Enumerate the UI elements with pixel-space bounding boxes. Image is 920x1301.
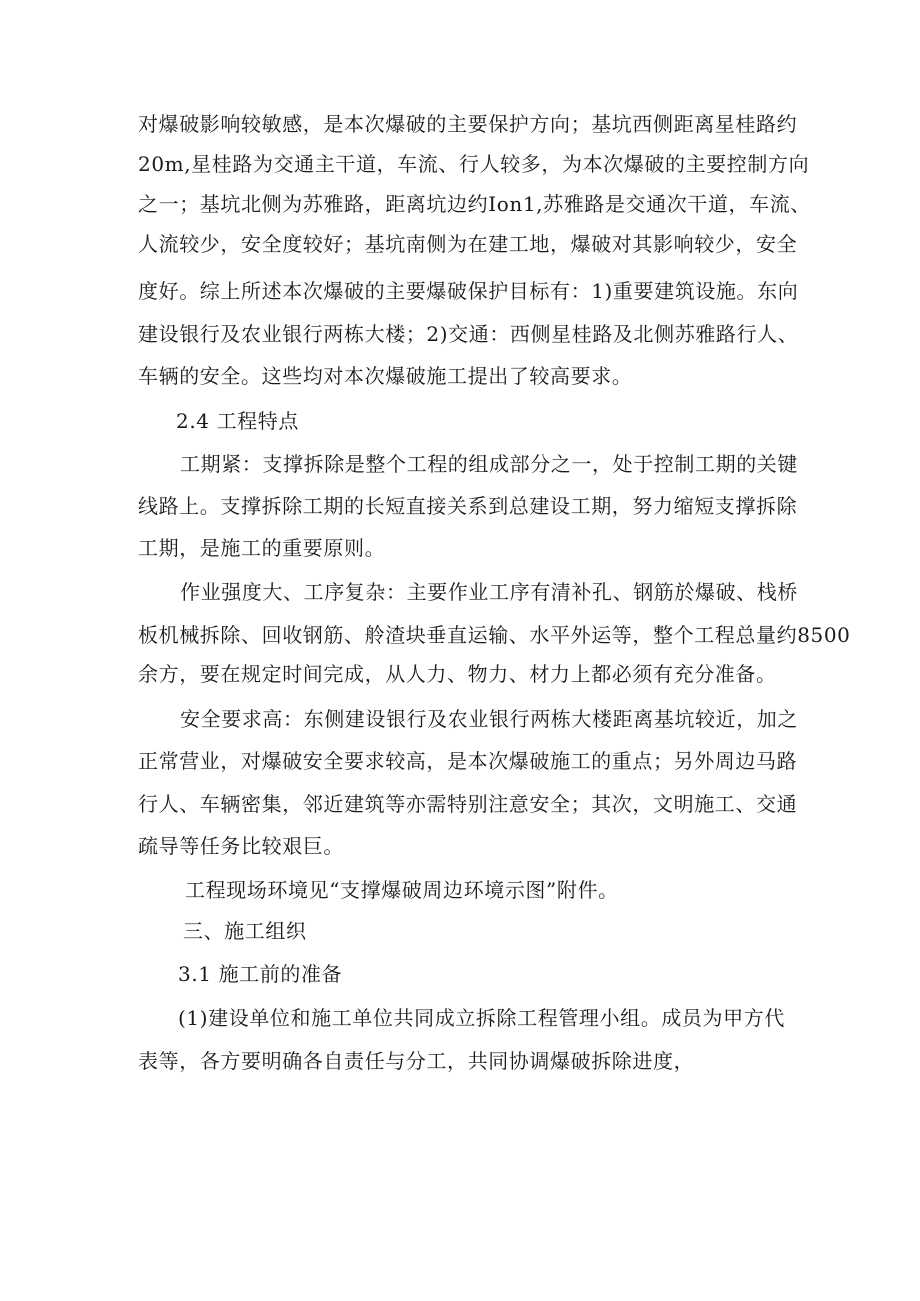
body-text-line: 线路上。支撑拆除工期的长短直接关系到总建设工期，努力缩短支撑拆除 bbox=[138, 494, 798, 518]
body-text-line: 作业强度大、工序复杂：主要作业工序有清补孔、钢筋於爆破、栈桥 bbox=[180, 580, 798, 604]
body-text-line: 表等，各方要明确各自责任与分工，共同协调爆破拆除进度， bbox=[138, 1049, 695, 1073]
body-text-line: 工程现场环境见“支撑爆破周边环境示图”附件。 bbox=[185, 878, 619, 902]
subsection-heading: 3.1 施工前的准备 bbox=[178, 962, 343, 986]
body-text-line: 安全要求高：东侧建设银行及农业银行两栋大楼距离基坑较近，加之 bbox=[180, 707, 798, 731]
body-text-line: 工期，是施工的重要原则。 bbox=[138, 536, 386, 560]
body-text-line: 余方，要在规定时间完成，从人力、物力、材力上都必须有充分准备。 bbox=[138, 662, 777, 686]
body-text-line: 车辆的安全。这些均对本次爆破施工提出了较高要求。 bbox=[138, 364, 633, 388]
body-text-line: (1)建设单位和施工单位共同成立拆除工程管理小组。成员为甲方代 bbox=[178, 1006, 785, 1030]
body-text-line: 之一；基坑北侧为苏雅路，距离坑边约Ion1,苏雅路是交通次干道，车流、 bbox=[138, 192, 811, 216]
body-text-line: 对爆破影响较敏感，是本次爆破的主要保护方向；基坑西侧距离星桂路约 bbox=[138, 112, 798, 136]
body-text-line: 人流较少，安全度较好；基坑南侧为在建工地，爆破对其影响较少，安全 bbox=[138, 232, 798, 256]
body-text-line: 正常营业，对爆破安全要求较高，是本次爆破施工的重点；另外周边马路 bbox=[138, 749, 798, 773]
body-text-line: 20m,星桂路为交通主干道，车流、行人较多，为本次爆破的主要控制方向 bbox=[138, 152, 810, 176]
body-text-line: 工期紧：支撑拆除是整个工程的组成部分之一，处于控制工期的关键 bbox=[180, 452, 798, 476]
section-heading: 2.4 工程特点 bbox=[176, 409, 299, 433]
body-text-line: 建设银行及农业银行两栋大楼；2)交通：西侧星桂路及北侧苏雅路行人、 bbox=[138, 322, 799, 346]
body-text-line: 行人、车辆密集，邻近建筑等亦需特别注意安全；其次，文明施工、交通 bbox=[138, 792, 798, 816]
body-text-line: 疏导等任务比较艰巨。 bbox=[138, 834, 344, 858]
body-text-line: 度好。综上所述本次爆破的主要爆破保护目标有：1)重要建筑设施。东向 bbox=[138, 279, 799, 303]
section-heading: 三、施工组织 bbox=[183, 919, 307, 943]
body-text-line: 板机械拆除、回收钢筋、舲渣块垂直运输、水平外运等，整个工程总量约8500 bbox=[138, 623, 851, 647]
